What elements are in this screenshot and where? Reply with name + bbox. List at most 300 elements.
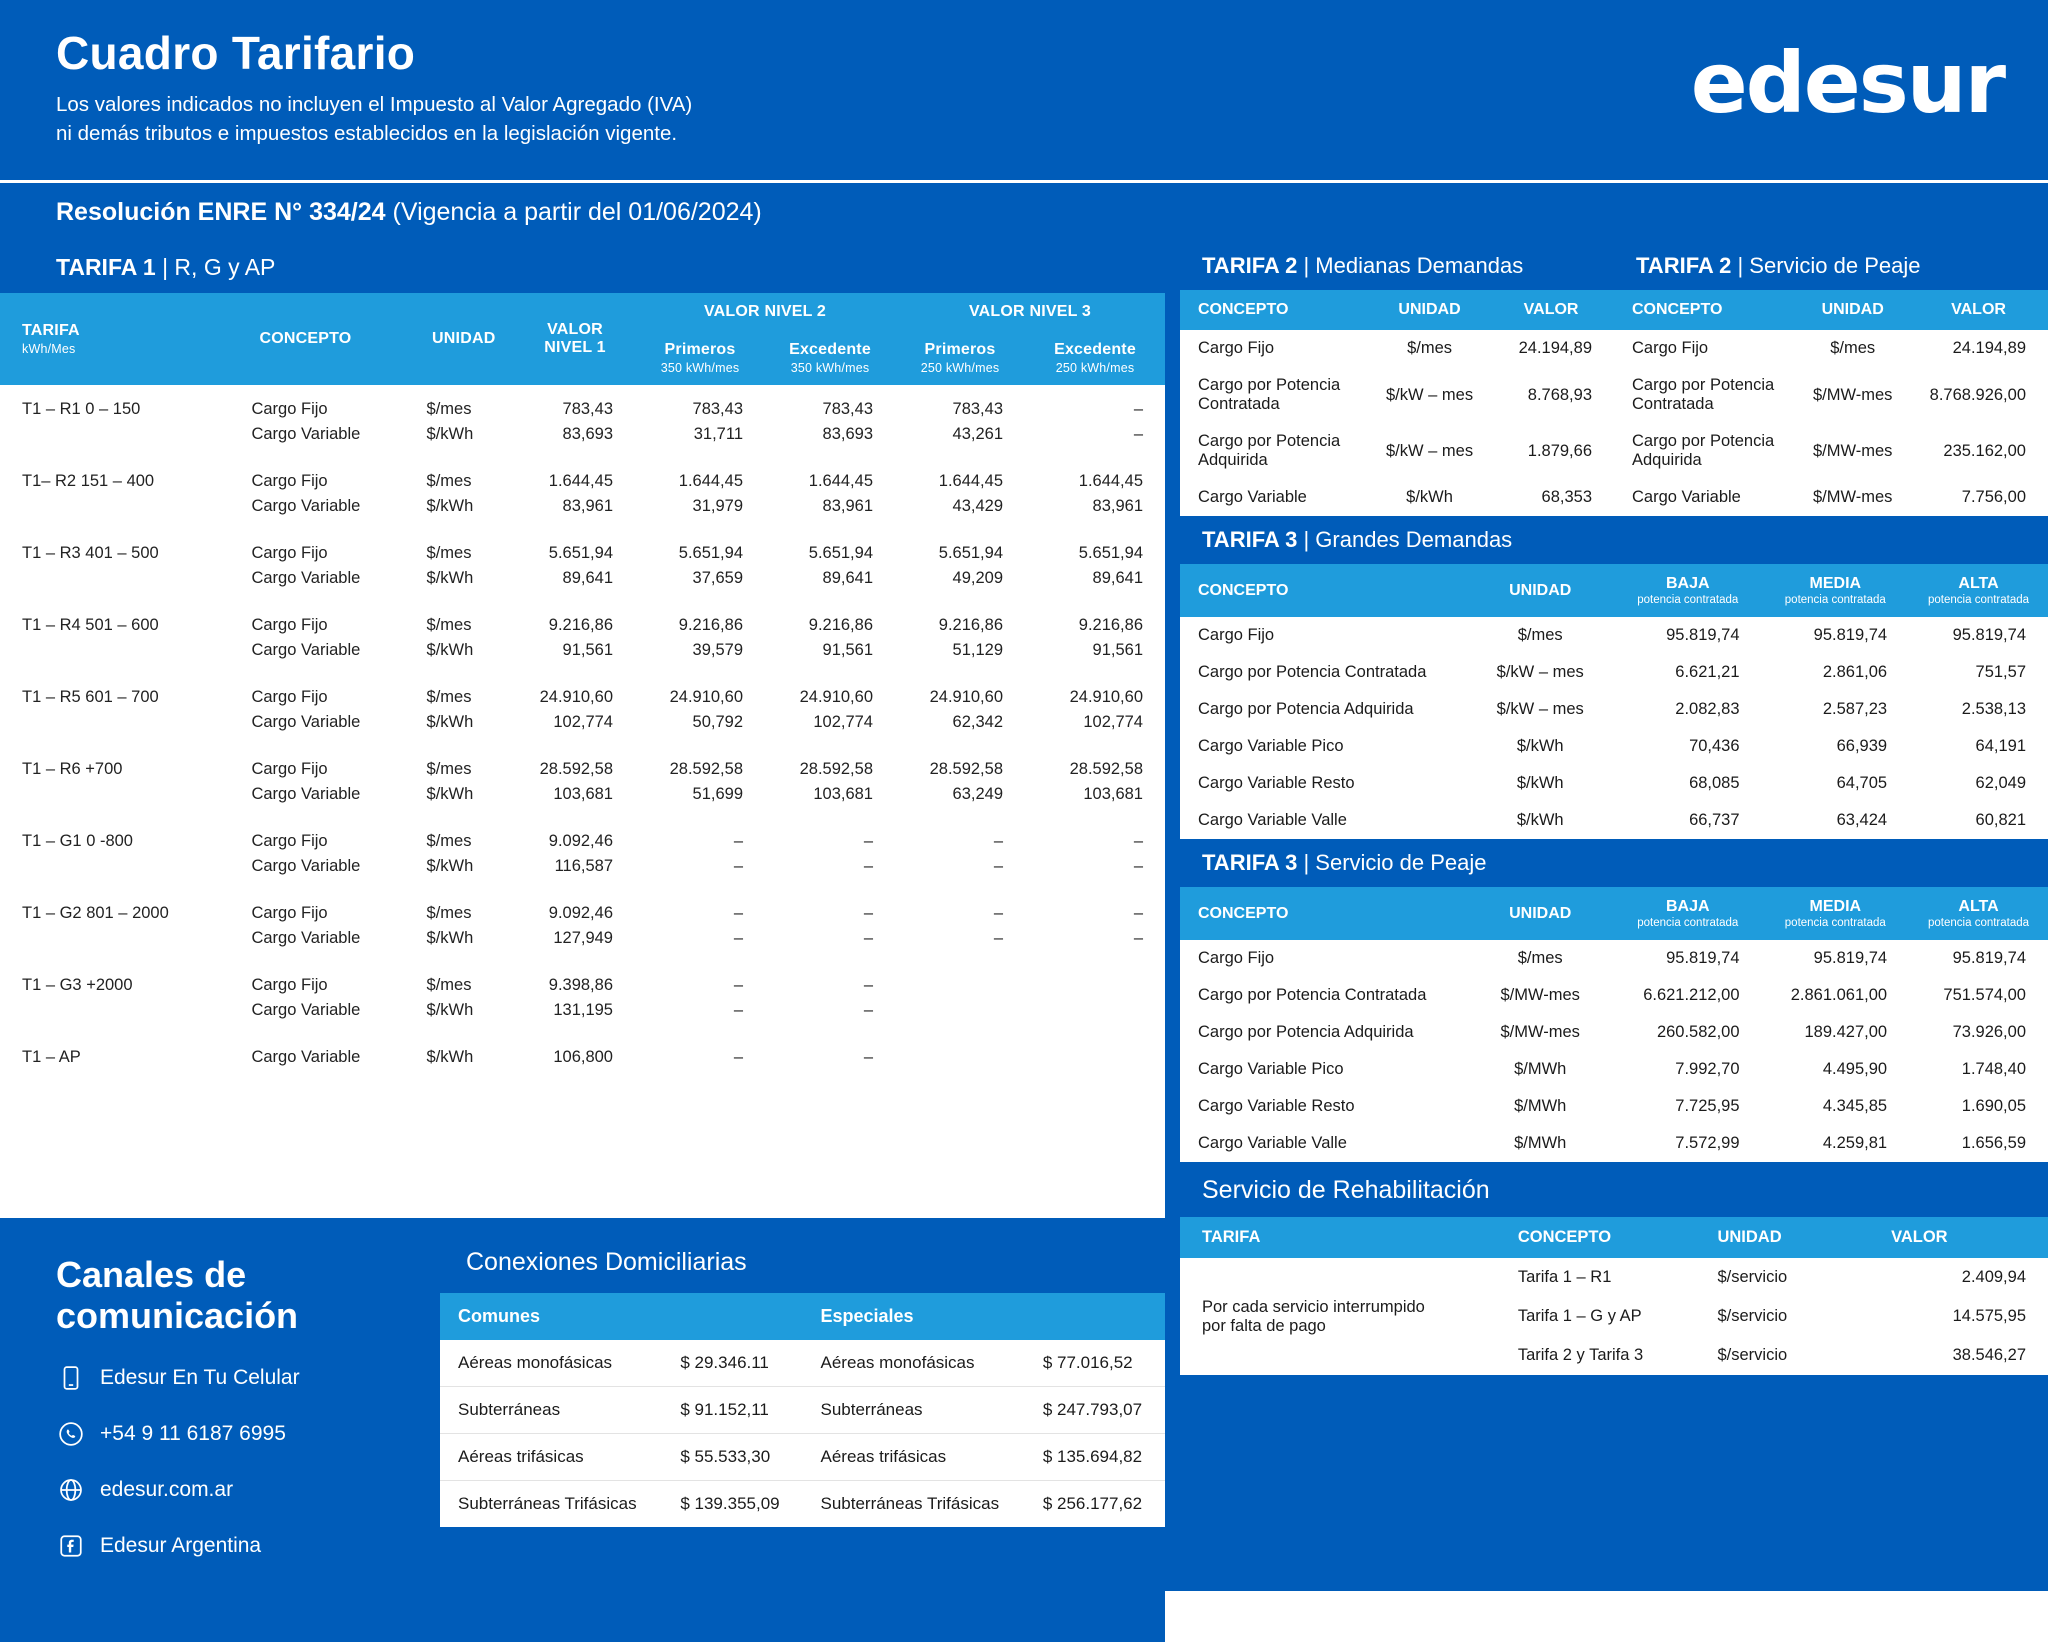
th-t3p-alta-label: ALTA (1958, 898, 1999, 915)
cell-unidad: $/kW – mes (1385, 441, 1474, 460)
rehab-label-line-1: Por cada servicio interrumpido (1202, 1297, 1425, 1316)
cell-nivel1: 783,43 (562, 400, 613, 418)
cell-baja: 260.582,00 (1656, 1023, 1740, 1041)
cell-concepto: Cargo Variable (251, 785, 361, 803)
th-tarifa (0, 293, 237, 385)
cell-tarifa: T1 – AP (22, 1048, 81, 1066)
right-column (1180, 242, 2048, 1375)
cell-valor: 1.879,66 (1527, 441, 1592, 460)
cell-unidad: $/MWh (1514, 1097, 1567, 1115)
cell-nivel1: 5.651,94 (548, 544, 613, 562)
conexiones-body (440, 1340, 1165, 1527)
cell-valor: 2.409,94 (1961, 1268, 2026, 1286)
cell-nivel2-excedente: – (863, 857, 873, 875)
cell-nivel3-excedente: 83,961 (1092, 497, 1143, 515)
tarifa3-grandes-header-row (1180, 564, 2048, 617)
tarifa1-band-subtitle: | R, G y AP (162, 254, 276, 280)
th-t2p-unidad: UNIDAD (1796, 290, 1909, 330)
cell-nivel3-excedente: – (1133, 929, 1143, 947)
tarifa1-table-body (0, 385, 1165, 1070)
tarifa2-peaje-table (1614, 290, 2048, 516)
cell-nivel3-primeros: – (993, 832, 1003, 850)
resolution-validity: (Vigencia a partir del 01/06/2024) (392, 198, 762, 226)
tarifa3-peaje-band-subtitle: | Servicio de Peaje (1303, 850, 1487, 875)
th-t3g-media-sub: potencia contratada (1784, 594, 1886, 606)
th-n3a-label: Primeros (924, 341, 996, 358)
cell-nivel2-excedente: – (863, 1001, 873, 1019)
cell-concepto: Cargo por Potencia Adquirida (1198, 432, 1341, 469)
conexiones-header-row (440, 1293, 1165, 1340)
canales-title-line-1: Canales de (56, 1254, 247, 1295)
canal-item-label: +54 9 11 6187 6995 (100, 1421, 286, 1445)
cell-nivel3-excedente: 24.910,60 (1069, 688, 1143, 706)
cell-nivel2-primeros: 783,43 (692, 400, 743, 418)
cell-concepto: Cargo Variable (251, 1001, 361, 1019)
tarifa1-band (0, 242, 1165, 293)
cell-tarifa: T1 – R4 501 – 600 (22, 616, 159, 634)
tarifa3-peaje-band (1180, 839, 2048, 887)
cell-nivel3-excedente: 89,641 (1092, 569, 1143, 587)
cell-nivel2-excedente: – (863, 904, 873, 922)
cell-nivel2-primeros: 51,699 (692, 785, 743, 803)
th-nivel3-excedente (1025, 331, 1165, 385)
cell-alta: 751,57 (1975, 663, 2026, 681)
cell-especial-valor: $ 256.177,62 (1042, 1494, 1143, 1513)
cell-unidad: $/kWh (426, 425, 474, 443)
cell-media: 4.259,81 (1822, 1134, 1888, 1152)
conexiones-title: Conexiones Domiciliarias (466, 1248, 747, 1276)
cell-unidad: $/mes (426, 832, 472, 850)
cell-unidad: $/mes (426, 688, 472, 706)
globe-icon (56, 1475, 86, 1505)
th-t3g-baja (1614, 564, 1762, 617)
cell-alta: 1.656,59 (1961, 1134, 2026, 1152)
canal-item[interactable] (56, 1363, 440, 1393)
cell-nivel3-primeros: – (993, 904, 1003, 922)
table-row (1180, 728, 2048, 765)
cell-nivel3-primeros: 43,429 (952, 497, 1003, 515)
th-t3g-alta-label: ALTA (1958, 575, 1999, 592)
cell-unidad: $/kWh (426, 497, 474, 515)
table-row (1180, 654, 2048, 691)
cell-concepto: Cargo por Potencia Contratada (1198, 376, 1341, 413)
cell-unidad: $/MW-mes (1500, 1023, 1580, 1041)
th-rehab-concepto: CONCEPTO (1510, 1217, 1710, 1258)
table-row (1180, 1088, 2048, 1125)
cell-nivel3-excedente: – (1133, 400, 1143, 418)
cell-concepto: Cargo Fijo (1198, 626, 1275, 644)
cell-concepto: Cargo por Potencia Contratada (1198, 986, 1427, 1004)
cell-nivel3-primeros: – (993, 857, 1003, 875)
cell-tarifa: T1 – R5 601 – 700 (22, 688, 159, 706)
cell-concepto: Cargo por Potencia Contratada (1632, 376, 1775, 413)
cell-tarifa: T1 – R1 0 – 150 (22, 400, 141, 418)
cell-nivel3-primeros: 62,342 (952, 713, 1003, 731)
cell-nivel1: 9.398,86 (548, 976, 613, 994)
cell-unidad: $/servicio (1717, 1346, 1788, 1364)
cell-nivel2-primeros: – (733, 1048, 743, 1066)
th-nivel1: VALOR NIVEL 1 (515, 293, 635, 385)
th-t3g-media (1762, 564, 1910, 617)
cell-alta: 1.690,05 (1961, 1097, 2026, 1115)
cell-comun-valor: $ 55.533,30 (662, 1434, 802, 1481)
tarifa1-panel (0, 293, 1165, 1218)
cell-concepto: Cargo Variable (251, 857, 361, 875)
cell-nivel1: 9.092,46 (548, 904, 613, 922)
cell-rehab-label (1180, 1258, 1510, 1375)
th-t3g-baja-label: BAJA (1665, 575, 1710, 592)
page-header (0, 0, 2048, 180)
cell-nivel2-excedente: 91,561 (822, 641, 873, 659)
cell-unidad: $/kWh (1516, 811, 1564, 829)
th-t3g-concepto: CONCEPTO (1180, 564, 1466, 617)
cell-concepto: Cargo Variable Resto (1198, 774, 1355, 792)
tarifa3-grandes-band-title: TARIFA 3 (1202, 527, 1298, 552)
tarifa2-medianas-band-title: TARIFA 2 (1202, 253, 1298, 278)
tarifa2-peaje-band-subtitle: | Servicio de Peaje (1737, 253, 1921, 278)
cell-nivel1: 89,641 (562, 569, 613, 587)
th-especiales: Especiales (802, 1293, 1165, 1340)
cell-concepto: Cargo Variable Pico (1198, 1060, 1344, 1078)
cell-alta: 73.926,00 (1952, 1023, 2026, 1041)
tarifa2-medianas-head (1180, 290, 1614, 330)
rehabilitacion-head (1180, 1217, 2048, 1258)
cell-tarifa (0, 782, 237, 817)
cell-nivel2-excedente: – (863, 1048, 873, 1066)
th-t3g-unidad: UNIDAD (1466, 564, 1614, 617)
table-row (1180, 330, 1614, 367)
cell-media: 66,939 (1836, 737, 1888, 755)
cell-nivel3-excedente: 1.644,45 (1078, 472, 1143, 490)
cell-tarifa (0, 926, 237, 961)
cell-alta: 95.819,74 (1952, 949, 2026, 967)
cell-nivel2-primeros: 50,792 (692, 713, 743, 731)
cell-concepto: Cargo Fijo (251, 472, 328, 490)
table-row (0, 385, 1165, 422)
th-t3p-media-sub: potencia contratada (1784, 917, 1886, 929)
tarifa1-band-title: TARIFA 1 (56, 254, 156, 280)
cell-nivel3-primeros: 28.592,58 (929, 760, 1003, 778)
cell-unidad: $/MWh (1514, 1060, 1567, 1078)
cell-unidad: $/mes (426, 616, 472, 634)
tarifa2-peaje-head (1614, 290, 2048, 330)
tarifa2-medianas-header-row (1180, 290, 1614, 330)
cell-concepto: Cargo Variable (251, 425, 361, 443)
cell-comun-valor: $ 91.152,11 (662, 1387, 802, 1434)
whatsapp-icon (56, 1419, 86, 1449)
table-row (0, 494, 1165, 529)
cell-tarifa: T1 – G3 +2000 (22, 976, 133, 994)
cell-nivel3-primeros: 51,129 (952, 641, 1003, 659)
cell-nivel2-primeros: – (733, 976, 743, 994)
cell-baja: 2.082,83 (1675, 700, 1740, 718)
cell-especial-label: Subterráneas Trifásicas (820, 1494, 1000, 1513)
cell-concepto: Cargo Fijo (251, 904, 328, 922)
cell-concepto: Cargo por Potencia Adquirida (1198, 1023, 1414, 1041)
cell-media: 95.819,74 (1813, 949, 1888, 967)
th-rehab-tarifa: TARIFA (1180, 1217, 1510, 1258)
cell-nivel2-primeros: – (733, 1001, 743, 1019)
th-t3p-media (1762, 887, 1910, 940)
th-t3p-media-label: MEDIA (1809, 898, 1862, 915)
canal-item-label: edesur.com.ar (100, 1477, 234, 1501)
cell-baja: 7.725,95 (1675, 1097, 1740, 1115)
table-row (1180, 479, 1614, 516)
cell-alta: 64,191 (1975, 737, 2026, 755)
tarifa2-peaje-header-row (1614, 290, 2048, 330)
cell-unidad: $/mes (426, 904, 472, 922)
cell-nivel3-excedente: 5.651,94 (1078, 544, 1143, 562)
cell-concepto: Cargo por Potencia Contratada (1198, 663, 1427, 681)
tarifa2-medianas-band (1180, 242, 1614, 290)
cell-tarifa: T1 – R3 401 – 500 (22, 544, 159, 562)
cell-valor: 24.194,89 (1952, 339, 2026, 357)
cell-unidad: $/servicio (1717, 1268, 1788, 1286)
table-row (1180, 1051, 2048, 1088)
cell-nivel1: 103,681 (553, 785, 613, 803)
tarifa2-bands (1180, 242, 2048, 290)
cell-unidad: $/kWh (1516, 737, 1564, 755)
table-row (1180, 802, 2048, 839)
cell-nivel2-excedente: 28.592,58 (799, 760, 873, 778)
cell-concepto: Cargo Fijo (251, 688, 328, 706)
canal-item-label: Edesur Argentina (100, 1533, 262, 1557)
cell-unidad: $/kWh (1516, 774, 1564, 792)
th-nivel3: VALOR NIVEL 3 (895, 293, 1165, 331)
tarifa3-peaje-head (1180, 887, 2048, 940)
th-nivel2-excedente (765, 331, 895, 385)
canales-title (56, 1254, 440, 1337)
table-row (1180, 765, 2048, 802)
cell-nivel2-excedente: 5.651,94 (808, 544, 873, 562)
cell-nivel1: 1.644,45 (548, 472, 613, 490)
th-t2p-valor: VALOR (1909, 290, 2048, 330)
cell-tarifa (0, 422, 237, 457)
cell-nivel1: 106,800 (553, 1048, 613, 1066)
resolution-number: Resolución ENRE N° 334/24 (56, 198, 386, 226)
cell-comun-label: Subterráneas (440, 1387, 662, 1434)
cell-nivel3-excedente (1025, 1033, 1165, 1070)
canal-item[interactable] (56, 1419, 440, 1449)
table-row (0, 601, 1165, 638)
cell-media: 95.819,74 (1813, 626, 1888, 644)
cell-nivel1: 102,774 (553, 713, 613, 731)
cell-nivel2-primeros: 39,579 (692, 641, 743, 659)
cell-media: 2.861.061,00 (1790, 986, 1888, 1004)
tarifa2-medianas-wrap (1180, 290, 1614, 516)
cell-concepto: Cargo Fijo (251, 976, 328, 994)
cell-comun-label: Aéreas trifásicas (440, 1434, 662, 1481)
cell-nivel2-excedente: – (863, 976, 873, 994)
cell-nivel2-excedente: – (863, 832, 873, 850)
tarifa3-peaje-table (1180, 887, 2048, 1162)
table-row (0, 998, 1165, 1033)
cell-nivel2-primeros: – (733, 929, 743, 947)
left-column (0, 242, 1165, 1642)
facebook-icon (56, 1531, 86, 1561)
th-comunes: Comunes (440, 1293, 802, 1340)
table-row (1180, 367, 1614, 423)
tarifa3-grandes-table (1180, 564, 2048, 839)
cell-nivel3-primeros: 9.216,86 (938, 616, 1003, 634)
cell-concepto: Cargo Variable (251, 713, 361, 731)
th-t3p-baja (1614, 887, 1762, 940)
canales-list (56, 1363, 440, 1561)
cell-nivel1: 9.092,46 (548, 832, 613, 850)
cell-nivel2-excedente: 9.216,86 (808, 616, 873, 634)
tarifa3-grandes-body (1180, 617, 2048, 839)
cell-tarifa (0, 566, 237, 601)
cell-media: 63,424 (1836, 811, 1888, 829)
cell-unidad: $/MWh (1514, 1134, 1567, 1152)
cell-unidad: $/kWh (426, 713, 474, 731)
cell-baja: 7.992,70 (1675, 1060, 1740, 1078)
cell-tarifa: T1 – R6 +700 (22, 760, 123, 778)
cell-nivel3-primeros: – (993, 929, 1003, 947)
header-subtitle-line-1: Los valores indicados no incluyen el Impuesto al Valor Agregado (IVA) (56, 93, 693, 116)
tarifa2-medianas-band-subtitle: | Medianas Demandas (1303, 253, 1524, 278)
th-n3b-sub: 250 kWh/mes (1055, 361, 1135, 375)
tarifa3-peaje-band-title: TARIFA 3 (1202, 850, 1298, 875)
cell-media: 2.861,06 (1822, 663, 1888, 681)
cell-nivel1: 83,693 (562, 425, 613, 443)
table-row (0, 889, 1165, 926)
tarifa3-grandes-band-subtitle: | Grandes Demandas (1303, 527, 1513, 552)
cell-nivel2-primeros: 24.910,60 (669, 688, 743, 706)
cell-media: 2.587,23 (1822, 700, 1888, 718)
cell-unidad: $/kWh (426, 857, 474, 875)
cell-unidad: $/mes (426, 544, 472, 562)
cell-nivel2-primeros: 9.216,86 (678, 616, 743, 634)
body-wrapper (0, 242, 2048, 1591)
table-row (1180, 617, 2048, 654)
cell-valor: 24.194,89 (1518, 339, 1592, 357)
th-t3p-baja-sub: potencia contratada (1637, 917, 1739, 929)
tarifa2-medianas-body (1180, 330, 1614, 516)
cell-tarifa (0, 638, 237, 673)
cell-concepto: Cargo Variable Resto (1198, 1097, 1355, 1115)
cell-unidad: $/kW – mes (1496, 700, 1584, 718)
cell-nivel3-primeros: 5.651,94 (938, 544, 1003, 562)
cell-nivel1: 91,561 (562, 641, 613, 659)
cell-concepto: Cargo Fijo (251, 616, 328, 634)
cell-unidad: $/mes (426, 760, 472, 778)
canales-title-line-2: comunicación (56, 1295, 299, 1337)
rehabilitacion-body (1180, 1258, 2048, 1375)
table-row (1180, 1125, 2048, 1162)
th-t3g-media-label: MEDIA (1809, 575, 1862, 592)
cell-unidad: $/kWh (426, 1001, 474, 1019)
table-row (0, 745, 1165, 782)
cell-comun-label: Aéreas monofásicas (440, 1340, 662, 1387)
cell-unidad: $/kWh (426, 569, 474, 587)
canal-item[interactable] (56, 1531, 440, 1561)
cell-unidad: $/MW-mes (1812, 385, 1893, 404)
cell-valor: 14.575,95 (1952, 1307, 2026, 1325)
table-row (1614, 330, 2048, 367)
tarifa2-peaje-band-title: TARIFA 2 (1636, 253, 1732, 278)
table-row (0, 1033, 1165, 1070)
table-row (1180, 1014, 2048, 1051)
cell-concepto: Cargo Fijo (1198, 949, 1275, 967)
canal-item-label: Edesur En Tu Celular (100, 1365, 300, 1389)
cell-nivel3-excedente: 103,681 (1083, 785, 1143, 803)
conexiones-table (440, 1293, 1165, 1527)
table-row (0, 854, 1165, 889)
cell-unidad: $/kWh (1406, 488, 1453, 506)
cell-media: 4.345,85 (1822, 1097, 1888, 1115)
tarifa3-peaje-body (1180, 940, 2048, 1162)
th-t2m-concepto: CONCEPTO (1180, 290, 1371, 330)
tarifa1-table (0, 293, 1165, 1070)
cell-nivel3-primeros: 43,261 (952, 425, 1003, 443)
cell-unidad: $/mes (426, 400, 472, 418)
cell-concepto: Cargo Fijo (251, 832, 328, 850)
cell-valor: 8.768.926,00 (1929, 385, 2026, 404)
cell-concepto: Tarifa 1 – G y AP (1517, 1307, 1642, 1325)
cell-nivel3-excedente: 91,561 (1092, 641, 1143, 659)
table-row (0, 817, 1165, 854)
th-t3p-baja-label: BAJA (1665, 898, 1710, 915)
cell-unidad: $/mes (1517, 949, 1563, 967)
tarifa2-peaje-band (1614, 242, 2048, 290)
cell-nivel3-primeros: 63,249 (952, 785, 1003, 803)
table-row (1180, 691, 2048, 728)
th-rehab-valor: VALOR (1883, 1217, 2048, 1258)
cell-baja: 68,085 (1689, 774, 1740, 792)
cell-unidad: $/mes (1830, 339, 1876, 357)
cell-concepto: Cargo Fijo (1198, 339, 1275, 357)
th-rehab-unidad: UNIDAD (1709, 1217, 1883, 1258)
cell-nivel3-excedente: 102,774 (1083, 713, 1143, 731)
table-row (0, 782, 1165, 817)
cell-nivel2-primeros: 5.651,94 (678, 544, 743, 562)
th-n2b-label: Excedente (789, 341, 871, 358)
cell-baja: 6.621,21 (1675, 663, 1740, 681)
cell-nivel3-primeros: 1.644,45 (938, 472, 1003, 490)
tarifa2-medianas-table (1180, 290, 1614, 516)
table-row (1180, 940, 2048, 977)
table-row (0, 710, 1165, 745)
cell-nivel3-excedente: – (1133, 832, 1143, 850)
cell-nivel2-excedente: 783,43 (822, 400, 873, 418)
conexiones-head (440, 1293, 1165, 1340)
cell-nivel2-excedente: 102,774 (813, 713, 873, 731)
cell-valor: 7.756,00 (1961, 488, 2026, 506)
cell-nivel3-primeros: 24.910,60 (929, 688, 1003, 706)
table-row (0, 457, 1165, 494)
cell-unidad: $/MW-mes (1500, 986, 1580, 1004)
th-t2m-unidad: UNIDAD (1371, 290, 1488, 330)
cell-baja: 95.819,74 (1666, 949, 1740, 967)
cell-tarifa: T1 – G1 0 -800 (22, 832, 133, 850)
cell-concepto: Cargo Fijo (251, 760, 328, 778)
cell-nivel2-primeros: 31,979 (692, 497, 743, 515)
table-row (1614, 479, 2048, 516)
cell-comun-valor: $ 139.355,09 (680, 1494, 780, 1513)
cell-nivel2-excedente: 103,681 (813, 785, 873, 803)
cell-unidad: $/kW – mes (1496, 663, 1584, 681)
canal-item[interactable] (56, 1475, 440, 1505)
cell-concepto: Tarifa 1 – R1 (1517, 1268, 1612, 1286)
cell-nivel2-excedente: 83,693 (822, 425, 873, 443)
cell-baja: 66,737 (1689, 811, 1740, 829)
th-t3p-alta-sub: potencia contratada (1928, 917, 2030, 929)
tarifa3-peaje-header-row (1180, 887, 2048, 940)
th-n3a-sub: 250 kWh/mes (920, 361, 1000, 375)
cell-media: 64,705 (1836, 774, 1888, 792)
tarifa3-grandes-band (1180, 516, 2048, 564)
